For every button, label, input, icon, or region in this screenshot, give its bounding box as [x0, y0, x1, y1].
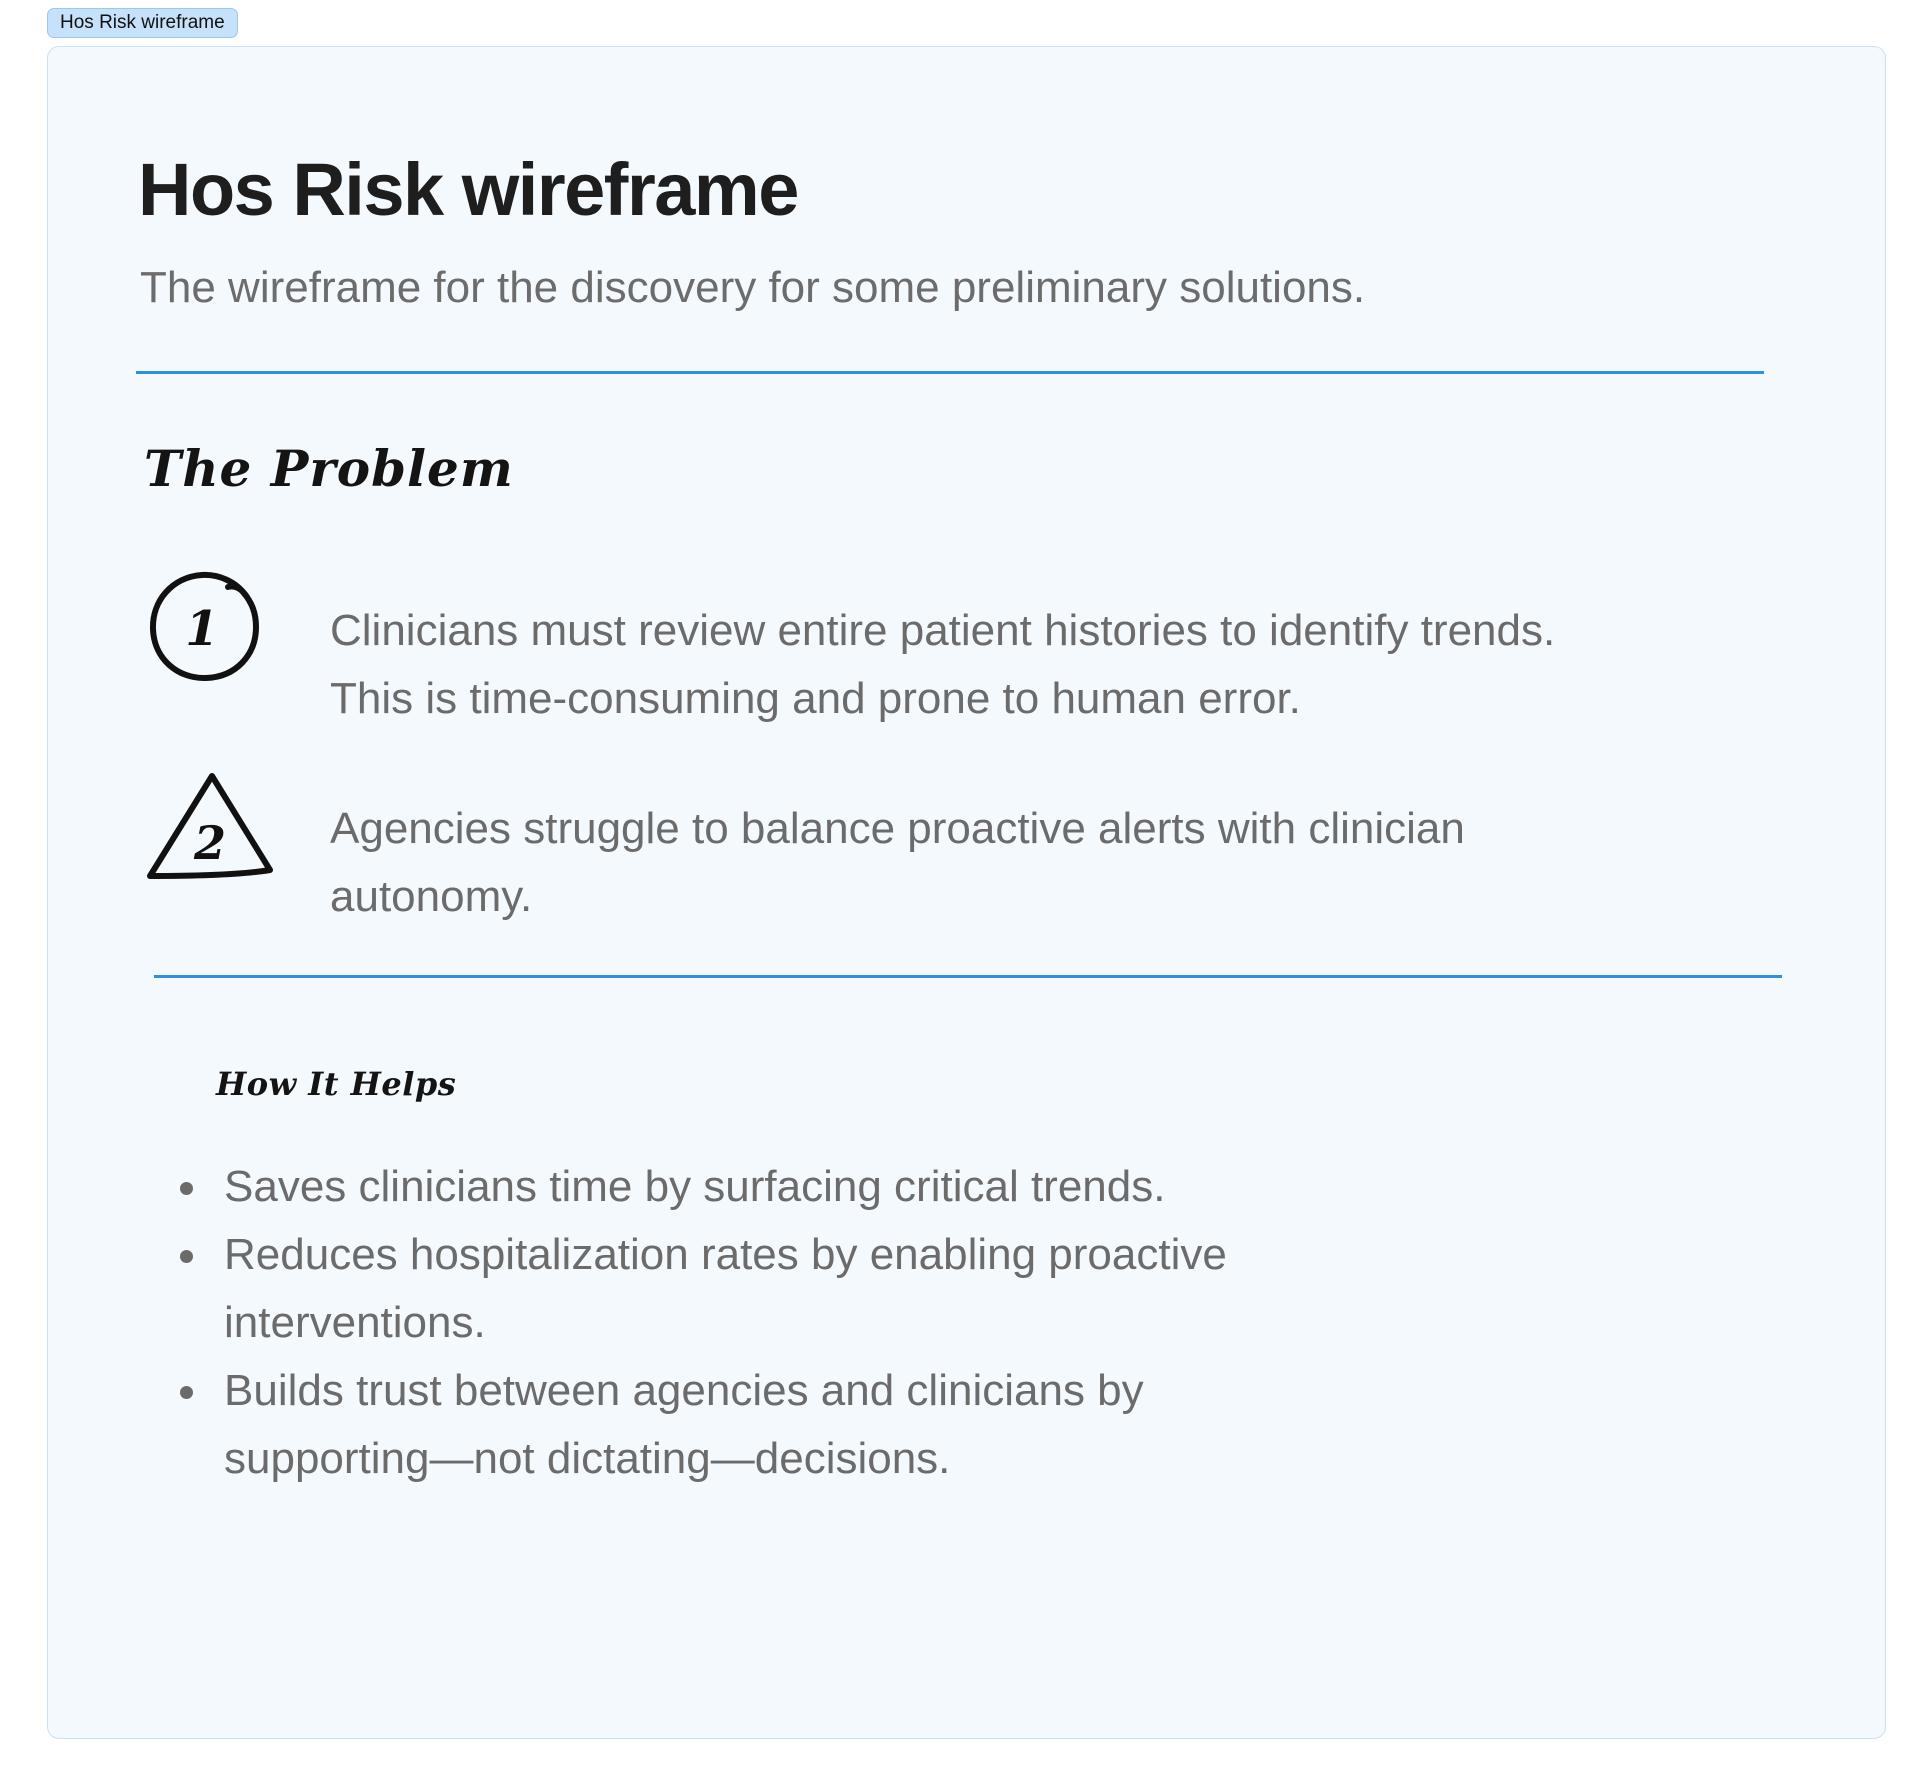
problem-point-1	[330, 597, 1710, 733]
circle-icon	[140, 563, 270, 693]
problem-point-1-line-1: Clinicians must review entire patient histories to identify trends.	[330, 606, 1556, 655]
list-item	[180, 1221, 1227, 1357]
list-item	[180, 1357, 1227, 1493]
badge-number-2: 2	[193, 816, 227, 870]
frame-label-tag[interactable]: Hos Risk wireframe	[47, 8, 238, 38]
benefits-list	[180, 1153, 1227, 1493]
benefit-3-line-1: Builds trust between agencies and clinicians by	[224, 1366, 1144, 1415]
benefit-2-line-2: interventions.	[224, 1298, 486, 1347]
problem-point-1-line-2: This is time-consuming and prone to human error.	[330, 674, 1301, 723]
helps-heading: How It Helps	[216, 1065, 457, 1103]
triangle-icon	[140, 762, 290, 892]
problem-point-2	[330, 795, 1710, 931]
list-item	[180, 1153, 1227, 1221]
page-title: Hos Risk wireframe	[138, 148, 798, 231]
benefit-1-line-1: Saves clinicians time by surfacing critical trends.	[224, 1162, 1166, 1211]
problem-heading: The Problem	[144, 439, 514, 498]
problem-point-2-line-1: Agencies struggle to balance proactive alerts with clinician	[330, 804, 1465, 853]
benefit-2-line-1: Reduces hospitalization rates by enabling proactive	[224, 1230, 1227, 1279]
wireframe-frame[interactable]	[47, 46, 1886, 1739]
bullet-icon	[180, 1386, 193, 1399]
problem-point-2-line-2: autonomy.	[330, 872, 533, 921]
bullet-icon	[180, 1182, 193, 1195]
benefit-3-line-2: supporting—not dictating—decisions.	[224, 1434, 951, 1483]
section-divider-bottom	[154, 975, 1782, 978]
page-subtitle: The wireframe for the discovery for some preliminary solutions.	[140, 263, 1366, 312]
section-divider-top	[136, 371, 1764, 374]
badge-number-1: 1	[185, 601, 219, 657]
bullet-icon	[180, 1250, 193, 1263]
